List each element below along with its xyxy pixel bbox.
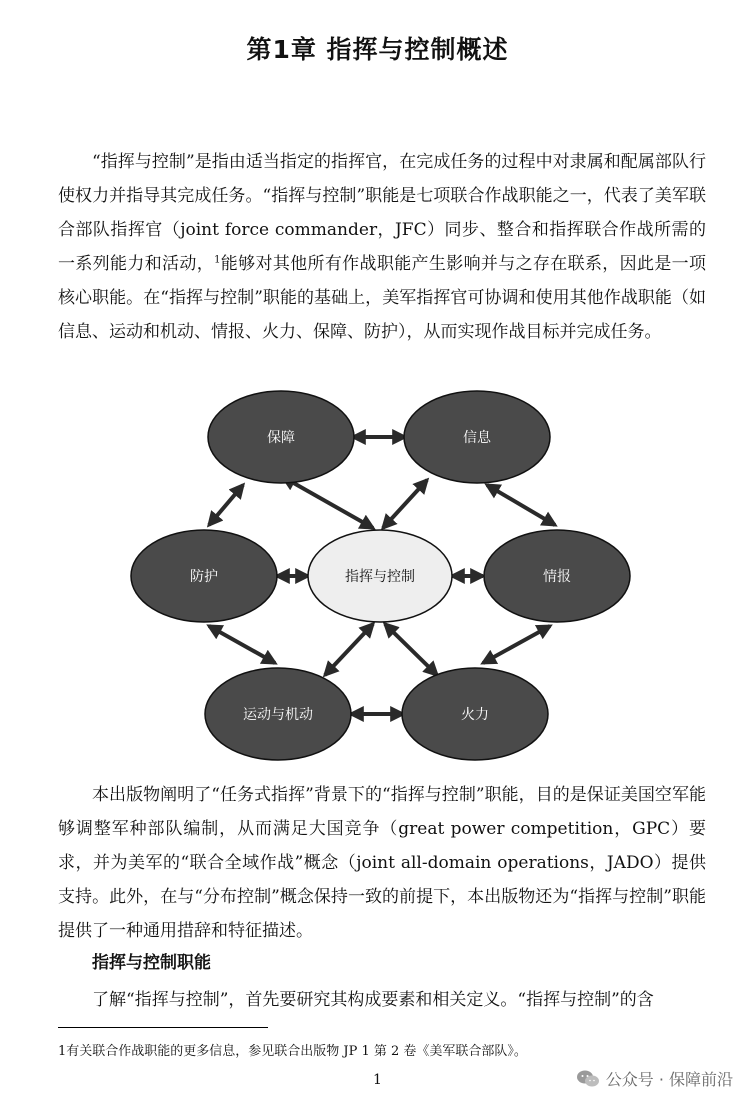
intro-text-part2: 能够对其他所有作战职能产生影响并与之存在联系，因此是一项核心职能。在“指挥与控制”职能的基础上，美军指挥官可协调和使用其他作战职能（如信息、运动和机动、情报、火力、保障、防护），从而实现作战目标并完成任务。 <box>58 254 707 342</box>
arrow-qingbao-huoli <box>483 626 550 663</box>
node-huoli <box>402 668 548 760</box>
arrow-xinxi-qingbao <box>487 485 555 525</box>
node-label-fanghu: 防护 <box>190 569 218 585</box>
arrow-center-huoli <box>385 624 437 675</box>
arrow-center-yundong <box>325 624 373 675</box>
footnote-marker[interactable]: 1 <box>214 254 221 266</box>
body-paragraph-3: 了解“指挥与控制”，首先要研究其构成要素和相关定义。“指挥与控制”的含 <box>92 990 654 1010</box>
node-xinxi <box>404 391 550 483</box>
node-label-baozhang: 保障 <box>267 430 295 446</box>
section-subheading: 指挥与控制职能 <box>92 953 211 973</box>
node-label-xinxi: 信息 <box>463 430 491 446</box>
c2-function-diagram <box>125 385 635 770</box>
node-label-qingbao: 情报 <box>543 569 571 585</box>
node-yundong <box>205 668 351 760</box>
body-paragraph-2: 本出版物阐明了“任务式指挥”背景下的“指挥与控制”职能，目的是保证美国空军能够调整军种部队编制，从而满足大国竞争（great power competition，GPC）要求，并为美军的“联合全域作战”概念（joint all-domain operations，JADO）提供支持。此外，在与“分布控制”概念保持一致的前提下，本出版物还为“指挥与控制”职能提供了一种通用措辞和特征描述。 <box>58 785 706 941</box>
arrow-baozhang-center <box>283 477 373 528</box>
wechat-icon <box>576 1069 600 1089</box>
arrow-xinxi-center <box>383 480 427 528</box>
footnote: 1有关联合作战职能的更多信息，参见联合出版物 JP 1 第 2 卷《美军联合部队》。 <box>58 1044 527 1059</box>
arrow-baozhang-fanghu <box>209 485 243 525</box>
arrow-fanghu-yundong <box>209 626 275 663</box>
chapter-title: 第1章 指挥与控制概述 <box>246 35 509 64</box>
node-label-center: 指挥与控制 <box>345 569 415 585</box>
watermark <box>576 1067 733 1090</box>
node-baozhang <box>208 391 354 483</box>
intro-paragraph <box>58 145 706 349</box>
node-fanghu <box>131 530 277 622</box>
footnote-divider <box>58 1027 268 1028</box>
node-qingbao <box>484 530 630 622</box>
node-label-yundong: 运动与机动 <box>243 707 313 723</box>
page-number: 1 <box>373 1072 382 1088</box>
watermark-text: 公众号 · 保障前沿 <box>605 1070 733 1089</box>
intro-text-part1: “指挥与控制”是指由适当指定的指挥官，在完成任务的过程中对隶属和配属部队行使权力并指导其完成任务。“指挥与控制”职能是七项联合作战职能之一，代表了美军联合部队指挥官（joint force commander，JFC）同步、整合和指挥联合作战所需的一系列能力和活动， <box>58 152 706 274</box>
node-label-huoli: 火力 <box>461 707 489 723</box>
node-center <box>308 530 452 622</box>
